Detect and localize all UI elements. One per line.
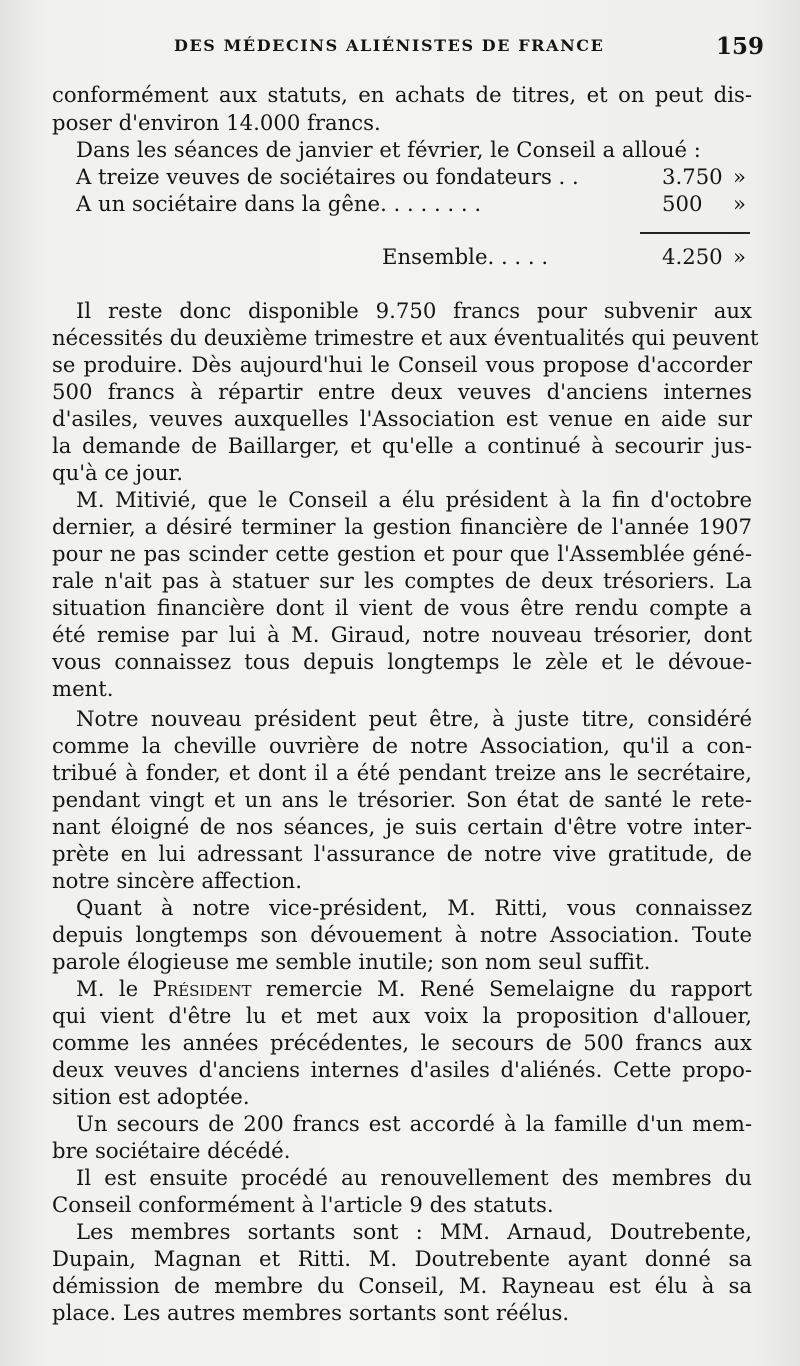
- text-line: Notre nouveau président peut être, à juste titre, considéré: [76, 706, 752, 731]
- text-line: [76, 974, 752, 1003]
- currency-mark: »: [733, 191, 746, 216]
- text-line: sition est adoptée.: [52, 1084, 250, 1109]
- text-fragment: M. le: [76, 976, 153, 1001]
- text-line: Dans les séances de janvier et février, le Conseil a alloué :: [76, 137, 701, 162]
- text-line: pour ne pas scinder cette gestion et pour que l'Assemblée géné-: [52, 541, 752, 566]
- text-line: conformément aux statuts, en achats de titres, et on peut dis-: [52, 82, 752, 107]
- president-title: Président: [152, 976, 252, 1001]
- text-line: M. Mitivié, que le Conseil a élu président à la fin d'octobre: [76, 487, 752, 512]
- text-line: été remise par lui à M. Giraud, notre nouveau trésorier, dont: [52, 622, 752, 647]
- text-line: ment.: [52, 676, 114, 701]
- page-number: 159: [715, 33, 764, 60]
- currency-mark: »: [733, 244, 746, 269]
- text-line: Conseil conformément à l'article 9 des statuts.: [52, 1192, 554, 1217]
- total-amount: 4.250: [662, 244, 723, 269]
- text-line: Dupain, Magnan et Ritti. M. Doutrebente ayant donné sa: [52, 1246, 752, 1271]
- text-line: Quant à notre vice-président, M. Ritti, vous connaissez: [76, 895, 752, 920]
- text-line: vous connaissez tous depuis longtemps le zèle et le dévoue-: [52, 649, 752, 674]
- text-line: situation financière dont il vient de vous être rendu compte a: [52, 595, 752, 620]
- text-line: comme la cheville ouvrière de notre Association, qu'il a con-: [52, 733, 752, 758]
- text-line: deux veuves d'anciens internes d'asiles d'aliénés. Cette propo-: [52, 1057, 752, 1082]
- allocation-item-label: A treize veuves de sociétaires ou fondateurs . .: [76, 164, 579, 189]
- text-line: place. Les autres membres sortants sont réélus.: [52, 1300, 570, 1325]
- allocation-item-label: A un sociétaire dans la gêne. . . . . . . .: [76, 191, 482, 216]
- text-line: depuis longtemps son dévouement à notre Association. Toute: [52, 922, 752, 947]
- currency-mark: »: [733, 164, 746, 189]
- text-line: prète en lui adressant l'assurance de notre vive gratitude, de: [52, 841, 752, 866]
- text-line: poser d'environ 14.000 francs.: [52, 110, 381, 135]
- text-line: qu'à ce jour.: [52, 460, 184, 485]
- text-line: bre sociétaire décédé.: [52, 1138, 291, 1163]
- running-title: DES MÉDECINS ALIÉNISTES DE FRANCE: [174, 36, 605, 55]
- text-line: se produire. Dès aujourd'hui le Conseil vous propose d'accorder: [52, 352, 752, 377]
- total-label: Ensemble. . . . .: [382, 244, 549, 269]
- text-line: nant éloigné de nos séances, je suis certain d'être votre inter-: [52, 814, 752, 839]
- text-line: notre sincère affection.: [52, 868, 302, 893]
- text-line: tribué à fonder, et dont il a été pendant treize ans le secrétaire,: [52, 760, 752, 785]
- text-line: comme les années précédentes, le secours de 500 francs aux: [52, 1030, 752, 1055]
- text-line: rale n'ait pas à statuer sur les comptes de deux trésoriers. La: [52, 568, 752, 593]
- text-line: d'asiles, veuves auxquelles l'Association est venue en aide sur: [52, 406, 752, 431]
- text-line: démission de membre du Conseil, M. Rayneau est élu à sa: [52, 1273, 752, 1298]
- text-line: Les membres sortants sont : MM. Arnaud, Doutrebente,: [76, 1219, 752, 1244]
- text-line: la demande de Baillarger, et qu'elle a continué à secourir jus-: [52, 433, 752, 458]
- allocation-item-amount: 500: [662, 191, 703, 216]
- allocation-item-amount: 3.750: [662, 164, 723, 189]
- text-line: qui vient d'être lu et met aux voix la proposition d'allouer,: [52, 1003, 752, 1028]
- text-line: Il est ensuite procédé au renouvellement des membres du: [76, 1165, 752, 1190]
- text-line: nécessités du deuxième trimestre et aux éventualités qui peuvent: [52, 325, 759, 350]
- text-line: dernier, a désiré terminer la gestion financière de l'année 1907: [52, 514, 752, 539]
- text-fragment: remercie M. René Semelaigne du rapport: [251, 976, 752, 1001]
- text-line: 500 francs à répartir entre deux veuves d'anciens internes: [52, 379, 752, 404]
- text-line: pendant vingt et un ans le trésorier. Son état de santé le rete-: [52, 787, 752, 812]
- text-line: Il reste donc disponible 9.750 francs pour subvenir aux: [76, 298, 752, 323]
- total-rule: [640, 232, 750, 234]
- text-line: parole élogieuse me semble inutile; son nom seul suffit.: [52, 949, 651, 974]
- text-line: Un secours de 200 francs est accordé à la famille d'un mem-: [76, 1111, 752, 1136]
